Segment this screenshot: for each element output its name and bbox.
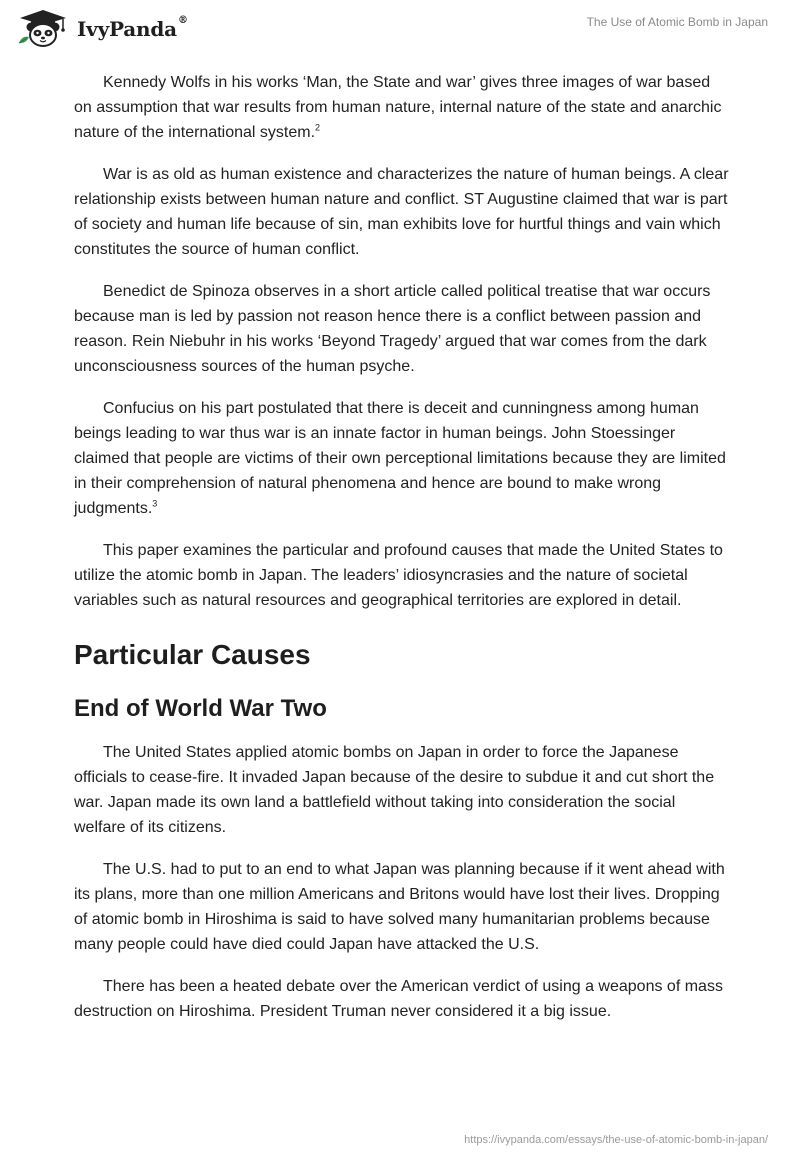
paragraph: Benedict de Spinoza observes in a short article called political treatise that war occurs because man is led by passion not reason hence there is a conflict between passion and reason. Rein Niebuhr in his works ‘Beyond Tragedy’ argued that war comes from the dark unconsciousness sources of the human psyche. bbox=[74, 283, 711, 375]
section-heading: Particular Causes bbox=[74, 639, 311, 670]
subsection-heading: End of World War Two bbox=[74, 695, 327, 722]
panda-graduate-icon bbox=[16, 9, 70, 49]
paragraph: The United States applied atomic bombs on Japan in order to force the Japanese officials to cease-fire. It invaded Japan because of the desire to subdue it and cut short the war. Japan made its own land a battlefield without taking into consideration the social welfare of its citizens. bbox=[74, 744, 715, 836]
paragraph: The U.S. had to put to an end to what Japan was planning because if it went ahead with its plans, more than one million Americans and Britons would have lost their lives. Dropping of atomic bomb in Hiroshima is said to have solved many humanitarian problems because many people could have died could Japan have attacked the U.S. bbox=[74, 861, 725, 953]
document-title: The Use of Atomic Bomb in Japan bbox=[586, 15, 768, 29]
footnote-marker[interactable]: 3 bbox=[152, 498, 158, 509]
paragraph: There has been a heated debate over the American verdict of using a weapons of mass destruction on Hiroshima. President Truman never considered it a big issue. bbox=[74, 978, 723, 1020]
paragraph: Kennedy Wolfs in his works ‘Man, the State and war’ gives three images of war based on assumption that war results from human nature, internal nature of the state and anarchic nature of the international system.$^2$ bbox=[74, 74, 722, 141]
ivypanda-logo[interactable] bbox=[16, 9, 188, 49]
paragraph: War is as old as human existence and characterizes the nature of human beings. A clear relationship exists between human nature and conflict. ST Augustine claimed that war is part of society and human life because of sin, man exhibits love for hurtful things and vain which constitutes the source of human conflict. bbox=[74, 166, 729, 258]
brand-name: IvyPanda® bbox=[77, 15, 188, 41]
paragraph: Confucius on his part postulated that there is deceit and cunningness among human beings leading to war thus war is an innate factor in human beings. John Stoessinger claimed that people are victims of their own perceptional limitations because they are limited in their comprehension of natural phenomena and hence are bound to make wrong judgments.$^3$ bbox=[74, 400, 726, 517]
page-header bbox=[0, 0, 800, 60]
paragraph: This paper examines the particular and profound causes that made the United States to utilize the atomic bomb in Japan. The leaders’ idiosyncrasies and the nature of societal variables such as natural resources and geographical territories are explored in detail. bbox=[74, 542, 723, 609]
footnote-marker[interactable]: 2 bbox=[315, 122, 321, 133]
article-body bbox=[74, 70, 730, 1041]
source-url[interactable]: https://ivypanda.com/essays/the-use-of-atomic-bomb-in-japan/ bbox=[464, 1134, 768, 1146]
